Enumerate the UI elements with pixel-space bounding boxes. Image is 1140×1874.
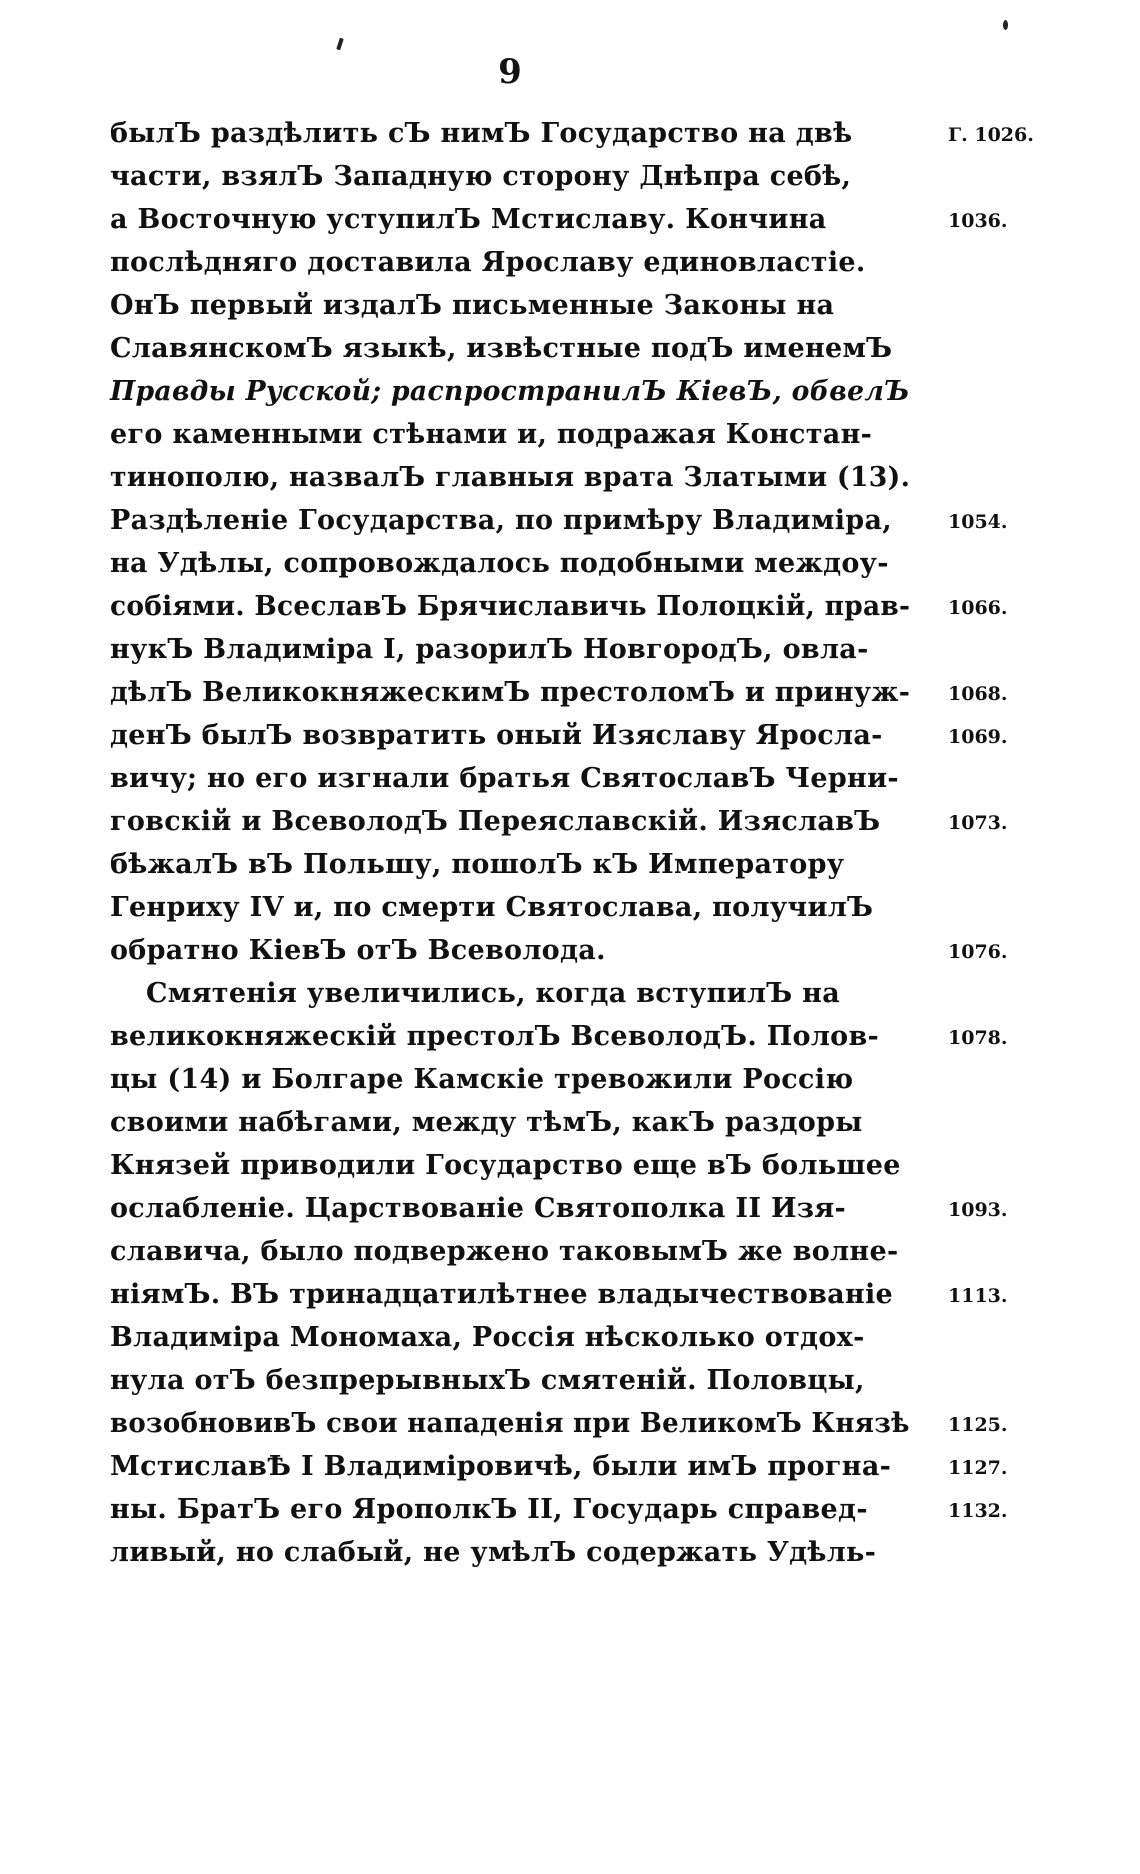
margin-year: 1113. xyxy=(948,1285,1008,1307)
line-text: части, взялЪ Западную сторону Днѣпра себѣ, xyxy=(110,161,852,192)
line-text: бѣжалЪ вЪ Польшу, пошолЪ кЪ Императору xyxy=(110,849,845,880)
line-text: на Удѣлы, сопровождалось подобными междоу- xyxy=(110,548,889,579)
margin-year: 1093. xyxy=(948,1199,1008,1221)
text-line xyxy=(110,1488,1110,1531)
margin-year: 1127. xyxy=(948,1457,1008,1479)
line-text: вичу; но его изгнали братья СвятославЪ Черни- xyxy=(110,763,899,794)
page-number: 9 xyxy=(498,52,522,92)
line-text: а Восточную уступилЪ Мстиславу. Кончина xyxy=(110,204,827,235)
text-line xyxy=(110,1144,1110,1187)
line-text: славича, было подвержено таковымЪ же волне- xyxy=(110,1236,899,1267)
text-line xyxy=(110,499,1110,542)
text-line xyxy=(110,843,1110,886)
line-text: ны. БратЪ его ЯрополкЪ II, Государь справед- xyxy=(110,1494,868,1525)
margin-year: 1073. xyxy=(948,812,1008,834)
line-text: Владимiра Мономаха, Россiя нѣсколько отдох- xyxy=(110,1322,865,1353)
margin-year: 1066. xyxy=(948,597,1008,619)
line-text: цы (14) и Болгаре Камскiе тревожили Россiю xyxy=(110,1064,854,1095)
text-line xyxy=(110,1273,1110,1316)
text-line xyxy=(110,1101,1110,1144)
margin-year: 1069. xyxy=(948,726,1008,748)
line-text: Раздѣленiе Государства, по примѣру Владимiра, xyxy=(110,505,892,536)
margin-year: 1054. xyxy=(948,511,1008,533)
text-line xyxy=(110,1316,1110,1359)
text-line xyxy=(110,1445,1110,1488)
line-text: его каменными стѣнами и, подражая Констан- xyxy=(110,419,873,450)
line-text: былЪ раздѣлить сЪ нимЪ Государство на двѣ xyxy=(110,118,853,149)
text-line xyxy=(110,241,1110,284)
text-line xyxy=(110,413,1110,456)
text-line xyxy=(110,155,1110,198)
text-line xyxy=(110,800,1110,843)
line-text: возобновивЪ свои нападенiя при ВеликомЪ Князѣ xyxy=(110,1408,910,1439)
line-text: Правды Русской; распространилЪ КiевЪ, обвелЪ xyxy=(110,376,910,407)
text-line xyxy=(110,929,1110,972)
text-line xyxy=(110,1058,1110,1101)
text-line xyxy=(110,1402,1110,1445)
margin-year: Г. 1026. xyxy=(948,124,1034,146)
text-line xyxy=(110,1359,1110,1402)
text-line xyxy=(110,757,1110,800)
line-text: Князей приводили Государство еще вЪ большее xyxy=(110,1150,901,1181)
line-text: Генриху IV и, по смерти Святослава, получилЪ xyxy=(110,892,874,923)
margin-year: 1125. xyxy=(948,1414,1008,1436)
text-line xyxy=(110,542,1110,585)
line-text: обратно КiевЪ отЪ Всеволода. xyxy=(110,935,606,966)
line-text: нула отЪ безпрерывныхЪ смятенiй. Половцы, xyxy=(110,1365,865,1396)
margin-year: 1068. xyxy=(948,683,1008,705)
line-text: своими набѣгами, между тѣмЪ, какЪ раздоры xyxy=(110,1107,863,1138)
body-text xyxy=(110,112,1110,1574)
line-text: собiями. ВсеславЪ Брячиславичь Полоцкiй, прав- xyxy=(110,591,911,622)
text-line xyxy=(110,1015,1110,1058)
line-text: тинополю, назвалЪ главныя врата Златыми (13). xyxy=(110,462,911,493)
margin-year: 1036. xyxy=(948,210,1008,232)
text-line xyxy=(110,628,1110,671)
top-right-mark xyxy=(1003,20,1008,30)
line-text: ливый, но слабый, не умѣлЪ содержать Удѣль- xyxy=(110,1537,877,1568)
line-text: СлавянскомЪ языкѣ, извѣстные подЪ именемЪ xyxy=(110,333,893,364)
text-line xyxy=(110,671,1110,714)
line-text: ослабленiе. Царствованiе Святополка II Изя- xyxy=(110,1193,847,1224)
text-line xyxy=(110,456,1110,499)
text-line xyxy=(110,886,1110,929)
text-line xyxy=(110,198,1110,241)
text-line xyxy=(110,1230,1110,1273)
line-text: ОнЪ первый издалЪ письменные Законы на xyxy=(110,290,835,321)
text-line xyxy=(110,327,1110,370)
line-text: послѣдняго доставила Ярославу единовластiе. xyxy=(110,247,866,278)
margin-year: 1076. xyxy=(948,941,1008,963)
line-text: дѣлЪ ВеликокняжескимЪ престоломЪ и принуж- xyxy=(110,677,911,708)
text-line xyxy=(110,112,1110,155)
line-text: МстиславѢ I Владимiровичѣ, были имЪ прогна- xyxy=(110,1451,892,1482)
line-text: денЪ былЪ возвратить оный Изяславу Яросла- xyxy=(110,720,883,751)
text-line xyxy=(110,370,1110,413)
text-line xyxy=(110,1187,1110,1230)
text-line xyxy=(110,585,1110,628)
margin-year: 1132. xyxy=(948,1500,1008,1522)
text-line xyxy=(110,284,1110,327)
line-text: говскiй и ВсеволодЪ Переяславскiй. ИзяславЪ xyxy=(110,806,881,837)
line-text: нукЪ Владимiра I, разорилЪ НовгородЪ, овла- xyxy=(110,634,869,665)
line-text: великокняжескiй престолЪ ВсеволодЪ. Полов- xyxy=(110,1021,880,1052)
margin-year: 1078. xyxy=(948,1027,1008,1049)
text-line xyxy=(110,1531,1110,1574)
top-mark xyxy=(336,38,344,51)
text-line xyxy=(110,714,1110,757)
line-text: Смятенiя увеличились, когда вступилЪ на xyxy=(146,978,841,1009)
line-text: нiямЪ. ВЪ тринадцатилѣтнее владычествованiе xyxy=(110,1279,894,1310)
text-line xyxy=(110,972,1110,1015)
